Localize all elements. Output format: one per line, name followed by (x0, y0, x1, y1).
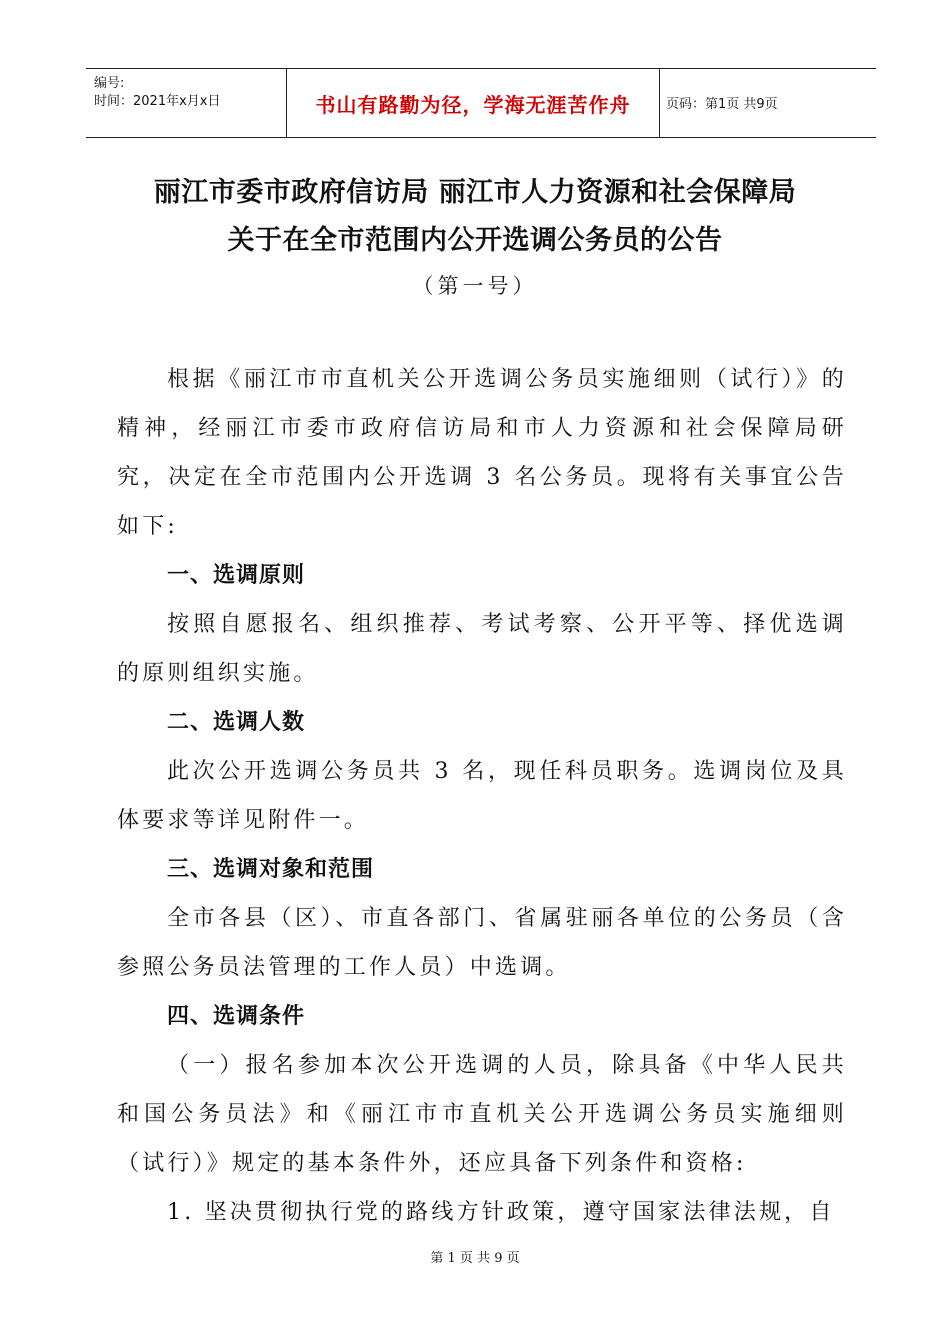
document-subtitle: （第一号） (412, 274, 538, 298)
section3-heading: 三、选调对象和范围 (167, 856, 375, 882)
section1-heading: 一、选调原则 (167, 562, 306, 588)
time-label: 时间：2021年x月x日 (94, 94, 221, 109)
intro-paragraph: 根据《丽江市市直机关公开选调公务员实施细则（试行）》的精神，经丽江市委市政府信访局和市人力资源和社会保障局研究，决定在全市范围内公开选调 3 名公务员。现将有关事宜公告如下: (117, 367, 847, 539)
page-info: 页码：第1页 共9页 (666, 97, 778, 112)
document-header (86, 68, 876, 138)
section4-heading: 四、选调条件 (167, 1003, 306, 1029)
document-title-line1: 丽江市委市政府信访局 丽江市人力资源和社会保障局 (153, 177, 797, 208)
section2-paragraph: 此次公开选调公务员共 3 名，现任科员职务。选调岗位及具体要求等详见附件一。 (117, 759, 847, 833)
document-body (117, 355, 847, 1237)
section1-paragraph: 按照自愿报名、组织推荐、考试考察、公开平等、择优选调的原则组织实施。 (117, 612, 847, 686)
section4-paragraph2: 1. 坚决贯彻执行党的路线方针政策，遵守国家法律法规，自 (167, 1200, 835, 1225)
motto-text: 书山有路勤为径，学海无涯苦作舟 (287, 69, 660, 137)
section3-paragraph: 全市各县（区）、市直各部门、省属驻丽各单位的公务员（含参照公务员法管理的工作人员）中选调。 (117, 906, 847, 980)
number-label: 编号: (94, 76, 125, 91)
document-title-line2: 关于在全市范围内公开选调公务员的公告 (227, 225, 723, 256)
section2-heading: 二、选调人数 (167, 709, 306, 735)
section4-paragraph1: （一）报名参加本次公开选调的人员，除具备《中华人民共和国公务员法》和《丽江市市直机关公开选调公务员实施细则（试行）》规定的基本条件外，还应具备下列条件和资格: (117, 1053, 847, 1176)
header-meta-cell (86, 69, 287, 137)
page-footer: 第 1 页 共 9 页 (430, 1251, 520, 1266)
